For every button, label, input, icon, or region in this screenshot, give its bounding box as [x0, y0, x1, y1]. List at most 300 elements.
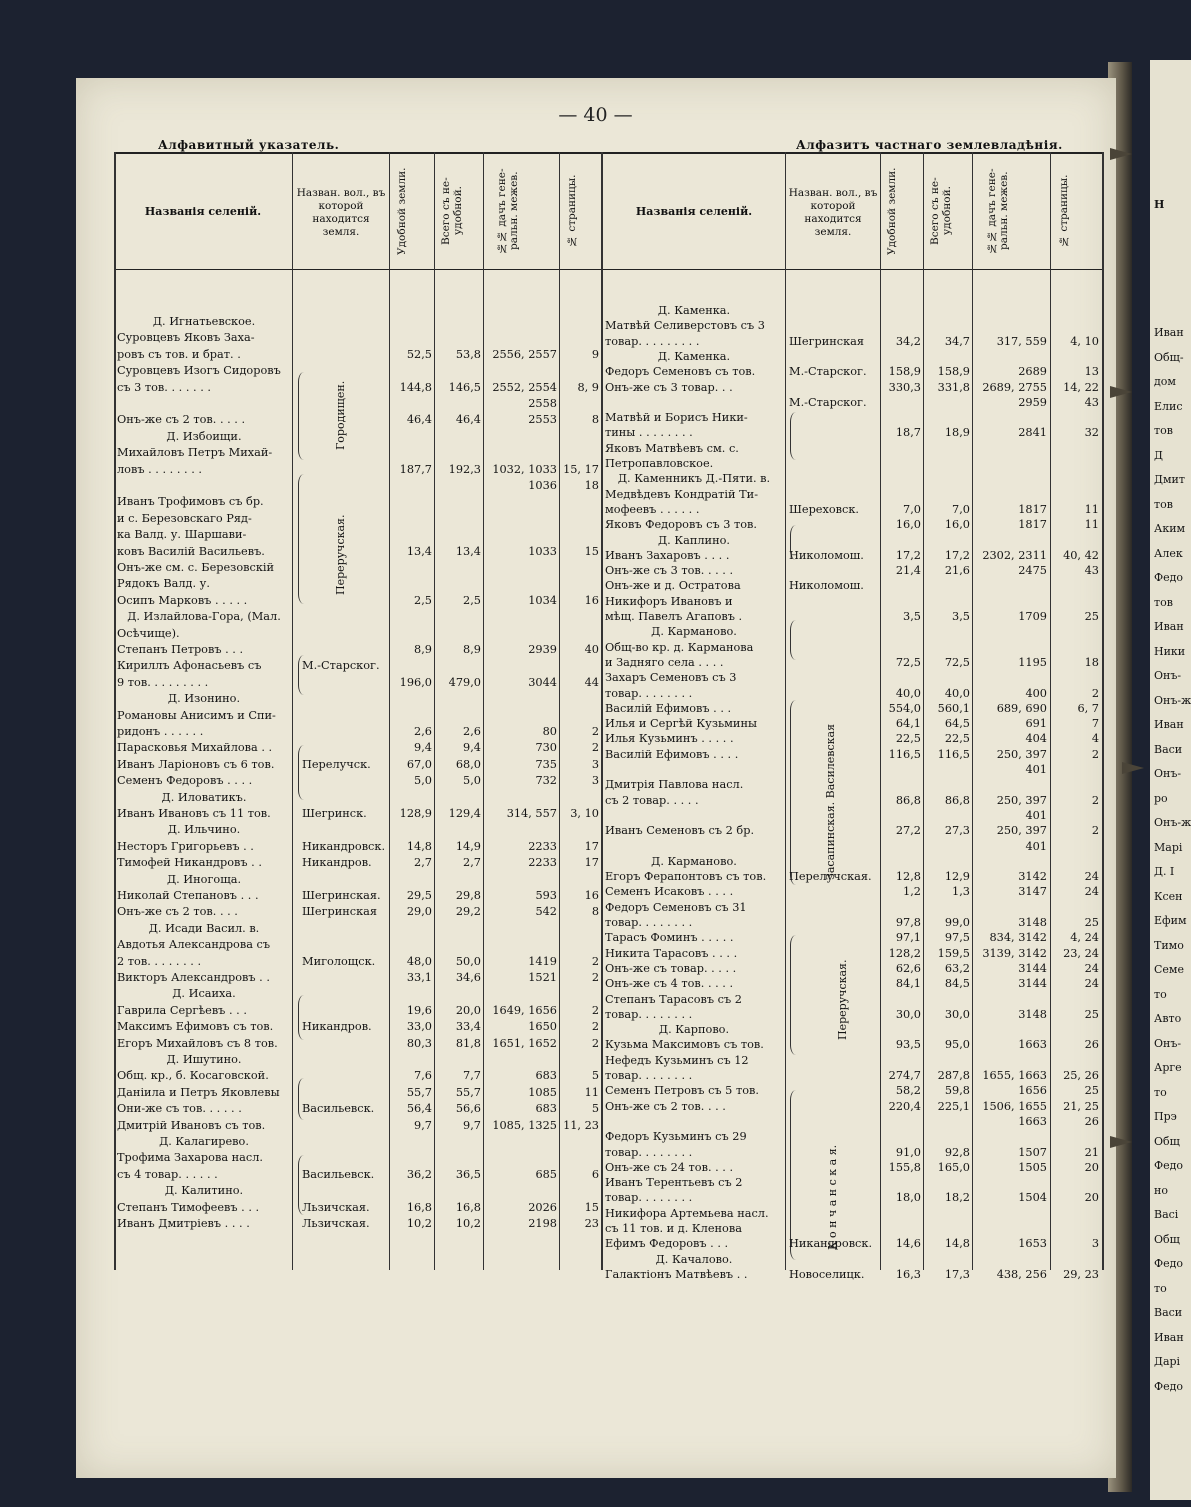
row-page: 3	[1091, 1237, 1099, 1251]
row-volost: Льзичская.	[302, 1217, 370, 1230]
row-good-land: 80,3	[406, 1036, 432, 1050]
row-page: 2	[591, 971, 599, 984]
row-total-land: 17,3	[944, 1267, 970, 1281]
row-total-land: 17,2	[944, 548, 970, 562]
row-volost: Никандровск.	[302, 839, 386, 853]
edge-marker	[1110, 148, 1132, 160]
row-name: товар. . . . . . . .	[605, 1145, 693, 1159]
row-good-land: 10,2	[406, 1217, 432, 1230]
next-page-fragment: Прэ	[1154, 1110, 1177, 1123]
row-good-land: 16,3	[895, 1267, 921, 1281]
row-total-land: 2,6	[463, 725, 481, 738]
row-good-land: 128,2	[888, 946, 921, 960]
row-name: Суровцевъ Изогъ Сидоровъ	[117, 364, 281, 378]
row-dachi: 691	[1025, 717, 1047, 731]
row-good-land: 93,5	[895, 1038, 921, 1052]
row-name: Иванъ Терентьевъ съ 2	[605, 1176, 743, 1190]
row-page: 11	[1084, 518, 1099, 532]
row-total-land: 7,0	[952, 502, 970, 516]
row-dachi: 1506, 1655	[982, 1099, 1047, 1113]
row-good-land: 8,9	[414, 643, 432, 656]
row-name: Максимъ Ефимовъ съ тов.	[117, 1020, 274, 1034]
row-volost: М.-Старског.	[302, 659, 380, 673]
row-page: 26	[1084, 1114, 1099, 1128]
row-dachi: 1653	[1018, 1237, 1047, 1251]
row-page: 2	[591, 1003, 599, 1017]
row-total-land: 18,2	[944, 1191, 970, 1205]
row-volost: Васильевск.	[302, 1167, 375, 1181]
row-dachi: 80	[542, 725, 557, 738]
row-name: ковъ Василій Васильевъ.	[117, 544, 265, 558]
row-name: Нефедъ Кузьминъ съ 12	[605, 1053, 749, 1067]
next-page-fragment: Федо	[1154, 571, 1184, 584]
row-dachi: 1663	[1018, 1038, 1047, 1052]
row-volost: Никандровск.	[789, 1237, 873, 1251]
row-name: съ 3 тов. . . . . . .	[117, 380, 211, 394]
row-volost: Никандров.	[302, 856, 372, 870]
row-name: Онъ-же см. с. Березовскій	[117, 561, 275, 574]
row-name: мѣщ. Павелъ Агаповъ .	[605, 610, 743, 623]
row-page: 24	[1084, 961, 1099, 975]
row-name: Медвѣдевъ Кондратій Ти-	[605, 487, 759, 501]
row-name: Василій Ефимовъ . . .	[605, 701, 732, 715]
row-good-land: 55,7	[406, 1085, 432, 1099]
row-total-land: 33,4	[455, 1020, 481, 1034]
row-good-land: 2,6	[414, 725, 432, 738]
row-dachi: 3144	[1018, 977, 1047, 991]
row-total-land: 18,9	[944, 426, 970, 440]
row-dachi: 1419	[528, 954, 557, 968]
row-page: 16	[584, 889, 599, 902]
row-page: 25	[1084, 916, 1099, 929]
row-name: Никифоръ Ивановъ и	[605, 594, 733, 608]
row-name: товар. . . . . . . .	[605, 916, 693, 929]
row-name: Д. Ильчино.	[167, 823, 241, 837]
next-page-fragment: Васи	[1154, 742, 1183, 756]
row-good-land: 64,1	[895, 717, 921, 731]
row-name: Д. Каплино.	[657, 533, 730, 547]
row-name: Онъ-же съ 3 товар. . .	[605, 380, 733, 394]
row-name: ридонъ . . . . . .	[117, 725, 204, 738]
row-good-land: 7,0	[903, 502, 921, 516]
row-name: товар. . . . . . . . .	[605, 334, 700, 348]
next-page-fragment: Онъ-	[1154, 1036, 1182, 1050]
row-total-land: 21,6	[944, 564, 970, 578]
row-page: 24	[1084, 870, 1099, 884]
row-total-land: 225,1	[937, 1099, 970, 1113]
row-page: 8, 9	[577, 380, 599, 394]
row-dachi: 683	[535, 1102, 557, 1116]
row-name: Тимофей Никандровъ . .	[117, 856, 262, 870]
row-name: Д. Калитино.	[164, 1184, 244, 1198]
row-name: Онъ-же съ 3 тов. . . . .	[605, 564, 734, 578]
row-page: 18	[584, 479, 599, 492]
row-total-land: 2,7	[463, 856, 481, 870]
row-total-land: 9,7	[463, 1118, 481, 1132]
row-good-land: 9,7	[414, 1118, 432, 1132]
row-dachi: 3148	[1018, 916, 1047, 929]
row-name: товар. . . . . . . .	[605, 1191, 693, 1205]
row-good-land: 56,4	[406, 1102, 432, 1116]
row-page: 4	[1091, 732, 1099, 746]
next-page-fragment: Васі	[1154, 1208, 1179, 1221]
row-name: тины . . . . . . . .	[605, 426, 693, 440]
row-total-land: 12,9	[944, 870, 970, 884]
row-dachi: 3142	[1018, 870, 1047, 884]
row-page: 2	[1091, 686, 1099, 700]
row-page: 25	[1084, 1084, 1099, 1098]
row-total-land: 81,8	[455, 1036, 481, 1050]
row-name: Онъ-же съ 2 тов. . . .	[117, 905, 238, 919]
row-good-land: 86,8	[895, 793, 921, 807]
row-good-land: 18,0	[895, 1191, 921, 1205]
row-dachi: 2233	[528, 839, 557, 853]
row-page: 43	[1084, 564, 1099, 578]
row-good-land: 40,0	[895, 686, 921, 700]
next-page-fragment: Иван	[1154, 1330, 1184, 1344]
row-name: Семенъ Федоровъ . . . .	[117, 774, 253, 788]
next-page-fragment: Онъ-	[1154, 767, 1182, 780]
next-page-fragment: Елис	[1154, 399, 1183, 413]
row-name: Иванъ Дмитріевъ . . . .	[117, 1217, 250, 1230]
row-good-land: 274,7	[888, 1069, 921, 1082]
row-page: 2	[591, 725, 599, 738]
row-total-land: 20,0	[455, 1003, 481, 1017]
row-total-land: 14,9	[455, 839, 481, 853]
row-good-land: 84,1	[895, 977, 921, 991]
row-total-land: 1,3	[952, 885, 970, 899]
row-dachi: 438, 256	[996, 1267, 1047, 1281]
row-dachi: 1663	[1018, 1114, 1047, 1128]
row-name: Матвѣй Селиверстовъ съ 3	[605, 319, 765, 333]
row-dachi: 1650	[528, 1020, 557, 1034]
top-rule	[114, 152, 1104, 154]
row-name: Степанъ Петровъ . . .	[117, 643, 244, 656]
row-page: 25, 26	[1063, 1069, 1099, 1082]
row-total-land: 29,2	[455, 905, 481, 919]
row-total-land: 34,7	[944, 334, 970, 348]
row-name: ка Валд. у. Шаршави-	[117, 528, 247, 542]
row-name: Д. Избоищи.	[166, 429, 242, 443]
row-dachi: 1195	[1018, 655, 1047, 669]
row-page: 11	[1084, 502, 1099, 516]
header-bottom-rule	[114, 269, 1104, 270]
row-dachi: 2552, 2554	[492, 380, 557, 394]
row-total-land: 68,0	[455, 757, 481, 771]
row-dachi: 314, 557	[506, 807, 557, 820]
row-good-land: 67,0	[406, 757, 432, 771]
row-name: Петропавловское.	[605, 457, 714, 470]
row-name: Кузьма Максимовъ съ тов.	[605, 1038, 764, 1052]
row-name: съ 4 товар. . . . . .	[117, 1167, 218, 1181]
row-dachi: 250, 397	[996, 793, 1047, 807]
row-name: Гаврила Сергѣевъ . . .	[117, 1003, 247, 1017]
row-page: 21, 25	[1063, 1099, 1099, 1113]
row-total-land: 72,5	[944, 655, 970, 669]
row-name: Д. Изонино.	[167, 692, 241, 706]
row-total-land: 331,8	[937, 380, 970, 394]
row-volost: Перелучск.	[302, 757, 371, 771]
row-dachi: 1649, 1656	[492, 1003, 557, 1017]
row-total-land: 30,0	[944, 1007, 970, 1021]
row-volost: Шереховск.	[789, 502, 860, 516]
next-page-fragment: Тимо	[1154, 938, 1184, 952]
next-page-fragment: Общ-	[1154, 350, 1184, 364]
row-name: Суровцевъ Яковъ Заха-	[117, 331, 255, 345]
row-volost: М.-Старског.	[789, 365, 867, 379]
edge-marker	[1122, 762, 1144, 774]
group-brace	[790, 935, 797, 1055]
row-total-land: 97,5	[944, 931, 970, 945]
row-good-land: 330,3	[888, 380, 921, 394]
row-name: Дмитрія Павлова насл.	[605, 778, 744, 792]
row-page: 40, 42	[1063, 548, 1099, 562]
next-page-fragment: то	[1154, 1085, 1167, 1099]
row-name: Рядокъ Валд. у.	[117, 577, 210, 591]
row-name: 9 тов. . . . . . . . .	[117, 675, 209, 689]
next-page-fragment: Иван	[1154, 718, 1184, 731]
header-left: Алфавитный указатель.	[158, 138, 340, 152]
row-name: Илья Кузьминъ . . . . .	[605, 732, 734, 746]
row-total-land: 158,9	[937, 365, 970, 379]
row-name: Д. Качалово.	[655, 1252, 733, 1266]
row-name: Степанъ Тарасовъ съ 2	[605, 992, 742, 1006]
next-page-fragment: Онъ-ж	[1154, 816, 1191, 829]
row-total-land: 95,0	[944, 1038, 970, 1052]
group-label-volost: Переручская.	[836, 959, 849, 1040]
row-dachi: 2689	[1018, 365, 1047, 379]
row-volost: Льзичская.	[302, 1200, 370, 1214]
row-good-land: 19,6	[406, 1003, 432, 1017]
row-good-land: 91,0	[895, 1145, 921, 1159]
row-name: Викторъ Александровъ . .	[117, 971, 270, 984]
row-name: съ 11 тов. и д. Кленова	[605, 1222, 742, 1235]
row-good-land: 52,5	[406, 347, 432, 361]
col-header-dachi: №№ дачъ гене- ральн. межев.	[496, 168, 520, 254]
row-dachi: 2689, 2755	[982, 380, 1047, 394]
next-page-fragment: но	[1154, 1183, 1168, 1197]
row-good-land: 17,2	[895, 548, 921, 562]
row-total-land: 3,5	[952, 610, 970, 623]
row-total-land: 13,4	[455, 544, 481, 558]
row-dachi: 1085	[528, 1085, 557, 1099]
row-dachi: 1032, 1033	[492, 462, 557, 476]
row-volost: Никандров.	[302, 1020, 372, 1034]
row-volost: Васильевск.	[302, 1102, 375, 1116]
row-total-land: 50,0	[455, 954, 481, 968]
row-total-land: 16,0	[944, 518, 970, 532]
row-name: Д. Карманово.	[651, 625, 737, 639]
row-dachi: 1507	[1018, 1145, 1047, 1159]
group-label-volost: К о н ч а н с к а я.	[826, 1144, 839, 1250]
row-dachi: 1817	[1018, 518, 1047, 532]
next-page-fragment: Авто	[1154, 1012, 1182, 1025]
row-name: Д. Ишутино.	[166, 1053, 242, 1066]
row-dachi: 834, 3142	[989, 931, 1047, 945]
row-total-land: 5,0	[463, 774, 481, 788]
row-dachi: 2302, 2311	[982, 548, 1047, 562]
row-total-land: 22,5	[944, 732, 970, 746]
row-name: Авдотья Александрова съ	[117, 938, 271, 952]
row-name: товар. . . . . . . .	[605, 686, 693, 700]
row-volost: Николомош.	[789, 579, 864, 593]
row-total-land: 16,8	[455, 1200, 481, 1214]
row-name: Д. Исаиха.	[172, 987, 236, 1001]
row-name: Д. Карманово.	[651, 854, 737, 868]
row-total-land: 479,0	[448, 675, 481, 689]
row-name: Д. Излайлова-Гора, (Мал.	[127, 610, 281, 624]
row-name: Галактіонъ Матвѣевъ . .	[605, 1267, 748, 1281]
row-good-land: 62,6	[895, 961, 921, 975]
row-name: Иванъ Трофимовъ съ бр.	[117, 495, 264, 509]
row-good-land: 12,8	[895, 870, 921, 884]
row-page: 8	[591, 905, 599, 919]
row-page: 6	[591, 1167, 599, 1181]
row-good-land: 16,8	[406, 1200, 432, 1214]
row-page: 15, 17	[563, 462, 599, 476]
col-sep	[292, 152, 293, 1270]
row-total-land: 9,4	[463, 741, 481, 755]
row-total-land: 10,2	[455, 1217, 481, 1230]
next-page-fragment: Федо	[1154, 1379, 1184, 1393]
row-name: Яковъ Матвѣевъ см. с.	[605, 441, 739, 455]
row-name: Федоръ Семеновъ съ 31	[605, 900, 747, 914]
row-page: 44	[584, 675, 599, 689]
row-page: 16	[584, 593, 599, 607]
row-total-land: 129,4	[448, 807, 481, 820]
group-label-volost: Городищен.	[334, 380, 347, 450]
row-good-land: 2,7	[414, 856, 432, 870]
row-good-land: 187,7	[399, 462, 432, 476]
row-page: 5	[591, 1102, 599, 1116]
row-good-land: 21,4	[895, 564, 921, 578]
col-header-total: Всего съ не- удобной.	[929, 177, 953, 245]
row-name: Иванъ Захаровъ . . . .	[605, 548, 730, 562]
next-page-fragment: Дмит	[1154, 473, 1185, 486]
group-label-volost: Переручская.	[334, 514, 347, 595]
edge-marker	[1110, 386, 1132, 398]
row-total-land: 63,2	[944, 961, 970, 975]
row-good-land: 72,5	[895, 655, 921, 669]
row-name: Д. Каменка.	[657, 349, 731, 363]
next-page-fragment: Д. І	[1154, 865, 1175, 878]
row-total-land: 27,3	[944, 824, 970, 838]
row-total-land: 99,0	[944, 916, 970, 929]
row-dachi: 1817	[1018, 502, 1047, 516]
row-good-land: 144,8	[399, 380, 432, 394]
next-page-fragment: Алек	[1154, 546, 1183, 560]
row-name: Егоръ Ферапонтовъ съ тов.	[605, 870, 767, 884]
row-dachi: 2198	[528, 1217, 557, 1230]
next-page-fragment: Федо	[1154, 1257, 1184, 1270]
next-page-fragment: тов	[1154, 424, 1173, 437]
next-page-fragment: Д	[1154, 448, 1163, 462]
row-page: 9	[591, 347, 599, 361]
row-total-land: 287,8	[937, 1069, 970, 1082]
row-page: 2	[591, 741, 599, 755]
row-volost: Шегринская	[789, 334, 865, 348]
col-header-name: Названія селеній.	[144, 205, 262, 218]
next-page-fragment: Общ	[1154, 1134, 1180, 1148]
row-dachi: 735	[535, 757, 557, 771]
table-middle-border	[601, 152, 603, 1270]
row-total-land: 165,0	[937, 1160, 970, 1174]
row-good-land: 158,9	[888, 365, 921, 379]
row-total-land: 59,8	[944, 1084, 970, 1098]
row-dachi: 2841	[1018, 426, 1047, 440]
row-page: 2	[1091, 747, 1099, 761]
row-total-land: 29,8	[455, 889, 481, 902]
row-good-land: 30,0	[895, 1007, 921, 1021]
row-name: Никифора Артемьева насл.	[605, 1206, 769, 1220]
col-header-good: Удобной земли.	[396, 167, 408, 255]
col-header-volost: Назван. вол., въ которой находится земля.	[296, 187, 386, 238]
row-total-land: 56,6	[455, 1102, 481, 1116]
next-page-fragment: Онъ-ж	[1154, 693, 1191, 707]
row-name: Д. Калагирево.	[159, 1135, 249, 1148]
row-name: Николай Степановъ . . .	[117, 889, 259, 902]
row-dachi: 2026	[528, 1200, 557, 1214]
row-page: 18	[1084, 655, 1099, 669]
next-page-fragment: Иван	[1154, 620, 1184, 633]
row-page: 23	[584, 1217, 599, 1230]
row-page: 25	[1084, 1007, 1099, 1021]
row-page: 11	[584, 1085, 599, 1099]
row-page: 4, 24	[1070, 931, 1099, 945]
row-dachi: 2233	[528, 856, 557, 870]
row-name: Матвѣй и Борисъ Ники-	[605, 411, 748, 425]
row-page: 6, 7	[1077, 701, 1099, 715]
row-name: Д. Каменка.	[657, 304, 731, 317]
next-page-fragment: то	[1154, 1281, 1167, 1295]
row-dachi: 1504	[1018, 1191, 1047, 1205]
col-header-good: Удобной земли.	[886, 167, 898, 255]
row-name: Д. Игнатьевское.	[152, 315, 256, 328]
row-dachi: 1655, 1663	[982, 1069, 1047, 1082]
row-dachi: 730	[535, 741, 557, 755]
row-total-land: 40,0	[944, 686, 970, 700]
row-dachi: 3147	[1018, 885, 1047, 899]
row-volost: М.-Старског.	[789, 395, 867, 409]
row-page: 21	[1084, 1145, 1099, 1159]
row-name: 2 тов. . . . . . . .	[117, 954, 202, 968]
table-left-border	[114, 152, 116, 1270]
next-page-fragment: Общ	[1154, 1232, 1180, 1246]
row-name: Д. Каменникъ Д.-Пяти. в.	[617, 472, 771, 486]
row-name: Д. Иногоща.	[166, 872, 242, 886]
next-page-fragment: Васи	[1154, 1306, 1183, 1319]
row-name: Тарасъ Фоминъ . . . . .	[605, 931, 734, 945]
next-page-fragment: Аким	[1154, 522, 1186, 535]
row-good-land: 196,0	[399, 675, 432, 689]
row-good-land: 14,6	[895, 1237, 921, 1251]
row-name: Федоръ Кузьминъ съ 29	[605, 1130, 747, 1144]
row-page: 2	[591, 954, 599, 968]
row-total-land: 192,3	[448, 462, 481, 476]
row-total-land: 53,8	[455, 347, 481, 361]
next-page-fragment: Ники	[1154, 644, 1186, 658]
row-volost: Новоселицк.	[789, 1267, 865, 1281]
row-page: 2	[1091, 793, 1099, 807]
col-header-volost: Назван. вол., въ которой находится земля.	[788, 187, 878, 238]
row-dachi: 2959	[1018, 395, 1047, 409]
row-good-land: 29,0	[406, 905, 432, 919]
row-name: Иванъ Ларіоновъ съ 6 тов.	[117, 757, 275, 771]
row-total-land: 2,5	[463, 593, 481, 607]
row-total-land: 34,6	[455, 971, 481, 984]
row-name: Федоръ Семеновъ съ тов.	[605, 365, 756, 379]
row-good-land: 36,2	[406, 1167, 432, 1181]
